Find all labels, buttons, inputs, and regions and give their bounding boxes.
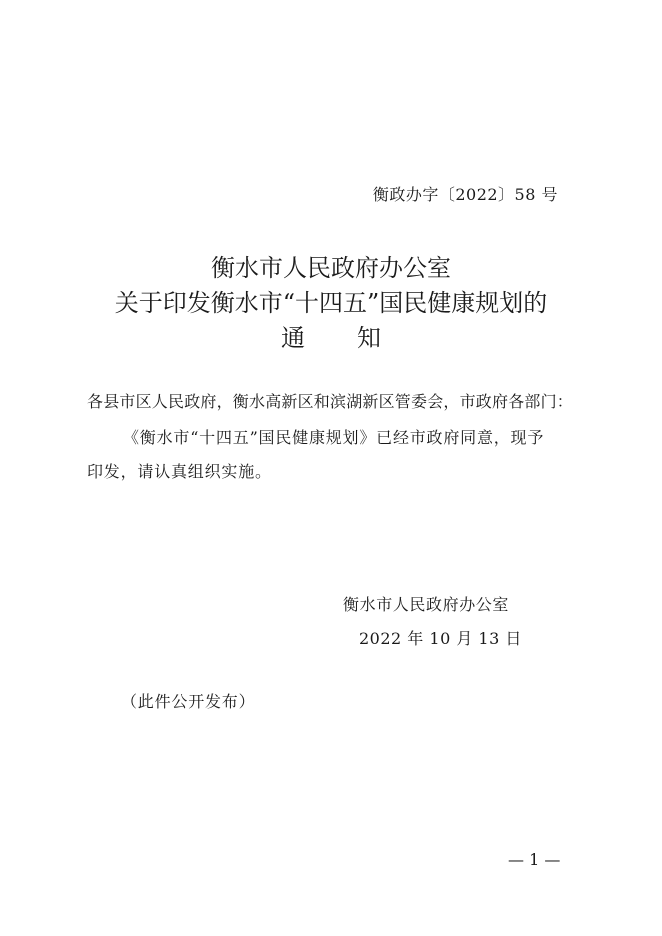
- title-line-1: 衡水市人民政府办公室: [211, 254, 451, 282]
- page-number: — 1 —: [508, 850, 561, 869]
- body-paragraph-line-1: 《衡水市“十四五”国民健康规划》已经市政府同意，现予: [123, 428, 545, 447]
- title-line-2: 关于印发衡水市“十四五”国民健康规划的: [114, 289, 548, 317]
- signature-organization: 衡水市人民政府办公室: [343, 595, 510, 614]
- title-line-3-char-2: 知: [357, 324, 381, 352]
- document-number: 衡政办字〔2022〕58 号: [372, 185, 558, 204]
- signature-date: 2022 年 10 月 13 日: [359, 629, 522, 648]
- title-line-3-char-1: 通: [281, 324, 305, 352]
- title-line-3: [0, 318, 662, 353]
- publish-note: （此件公开发布）: [121, 692, 256, 711]
- body-paragraph-line-2: 印发，请认真组织实施。: [87, 462, 272, 481]
- addressee-line: 各县市区人民政府，衡水高新区和滨湖新区管委会，市政府各部门：: [87, 392, 574, 411]
